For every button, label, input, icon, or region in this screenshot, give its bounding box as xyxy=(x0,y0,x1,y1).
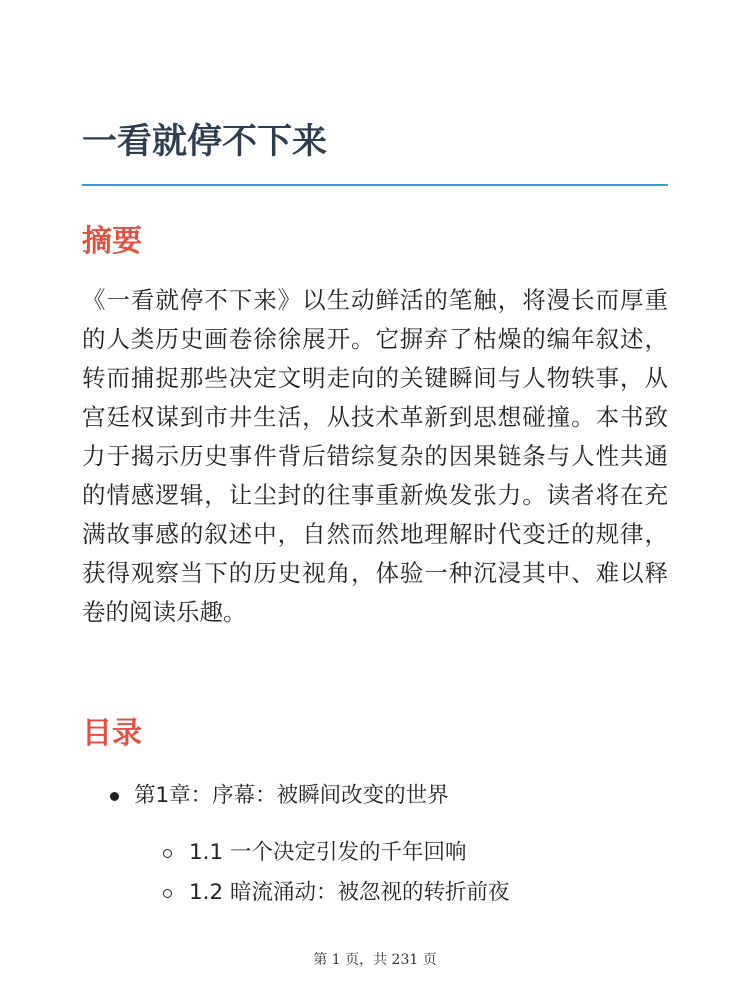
toc-chapter-label[interactable]: 第1章：序幕：被瞬间改变的世界 xyxy=(134,783,449,808)
toc-section-list xyxy=(134,833,668,913)
toc-section-label[interactable]: 1.1 一个决定引发的千年回响 xyxy=(189,840,467,865)
toc-section-label[interactable]: 1.2 暗流涌动：被忽视的转折前夜 xyxy=(189,880,510,905)
toc-section-item[interactable] xyxy=(82,833,668,873)
toc-section-item[interactable] xyxy=(82,873,668,913)
title-divider xyxy=(82,184,668,186)
bullet-circle-icon xyxy=(163,889,172,898)
abstract-heading: 摘要 xyxy=(82,224,142,259)
bullet-disc-icon xyxy=(110,792,119,801)
page-footer: 第 1 页，共 231 页 xyxy=(313,952,437,968)
document-page xyxy=(82,0,668,1000)
toc-list xyxy=(82,775,668,913)
toc-heading: 目录 xyxy=(82,716,142,751)
book-title: 一看就停不下来 xyxy=(82,122,328,162)
abstract-paragraph: 《一看就停不下来》以生动鲜活的笔触，将漫长而厚重的人类历史画卷徐徐展开。它摒弃了枯燥的编年叙述，转而捕捉那些决定文明走向的关键瞬间与人物轶事，从宫廷权谋到市井生活，从技术革新到思想碰撞。本书致力于揭示历史事件背后错综复杂的因果链条与人性共通的情感逻辑，让尘封的往事重新焕发张力。读者将在充满故事感的叙述中，自然而然地理解时代变迁的规律，获得观察当下的历史视角，体验一种沉浸其中、难以释卷的阅读乐趣。 xyxy=(82,286,668,626)
bullet-circle-icon xyxy=(163,849,172,858)
toc-chapter-item[interactable] xyxy=(82,775,668,913)
